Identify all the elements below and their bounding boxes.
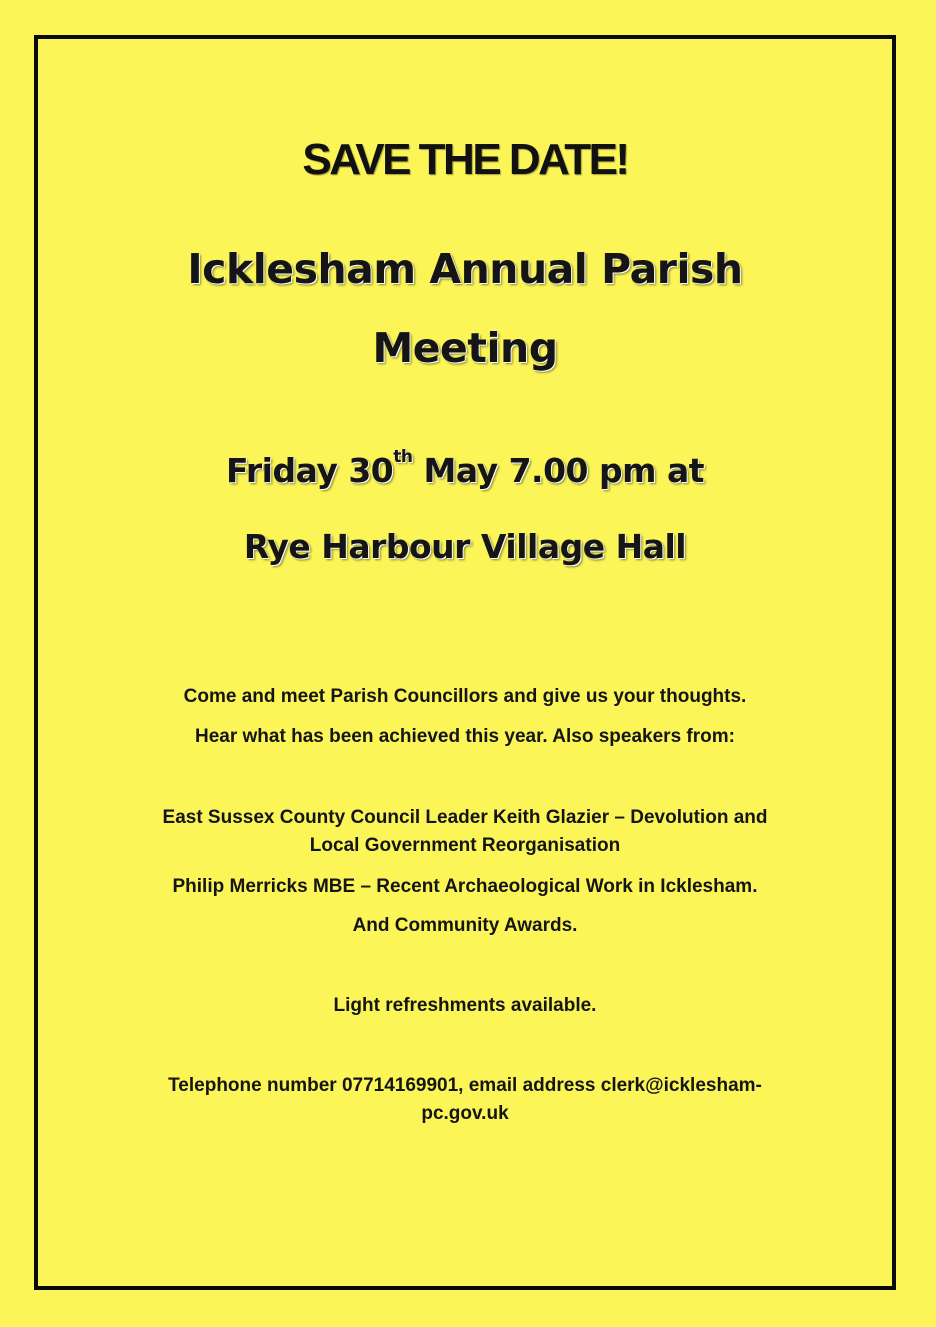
save-the-date-headline: SAVE THE DATE! — [302, 135, 628, 184]
contact-details — [38, 1072, 892, 1128]
refreshments-note: Light refreshments available. — [333, 995, 597, 1016]
poster-border — [34, 35, 896, 1290]
speaker-1-line-2: Local Government Reorganisation — [309, 835, 621, 856]
community-awards: And Community Awards. — [352, 915, 578, 936]
meeting-venue: Rye Harbour Village Hall — [243, 527, 687, 566]
speaker-2: Philip Merricks MBE – Recent Archaeological Work in Icklesham. — [172, 876, 758, 897]
meeting-date — [38, 447, 892, 490]
contact-line-2: pc.gov.uk — [421, 1103, 509, 1124]
date-time: May 7.00 pm at — [412, 451, 705, 490]
speaker-1-line-1: East Sussex County Council Leader Keith Glazier – Devolution and — [162, 807, 768, 828]
date-ordinal-suffix: th — [393, 447, 413, 467]
meeting-title-line-1: Icklesham Annual Parish — [187, 245, 743, 293]
intro-line-1: Come and meet Parish Councillors and give us your thoughts. — [183, 686, 747, 707]
intro-line-2: Hear what has been achieved this year. Also speakers from: — [195, 726, 735, 747]
date-prefix: Friday 30 — [225, 451, 394, 490]
contact-line-1: Telephone number 07714169901, email address clerk@icklesham- — [168, 1075, 762, 1096]
speaker-1 — [38, 804, 892, 860]
meeting-title-line-2: Meeting — [372, 324, 558, 372]
